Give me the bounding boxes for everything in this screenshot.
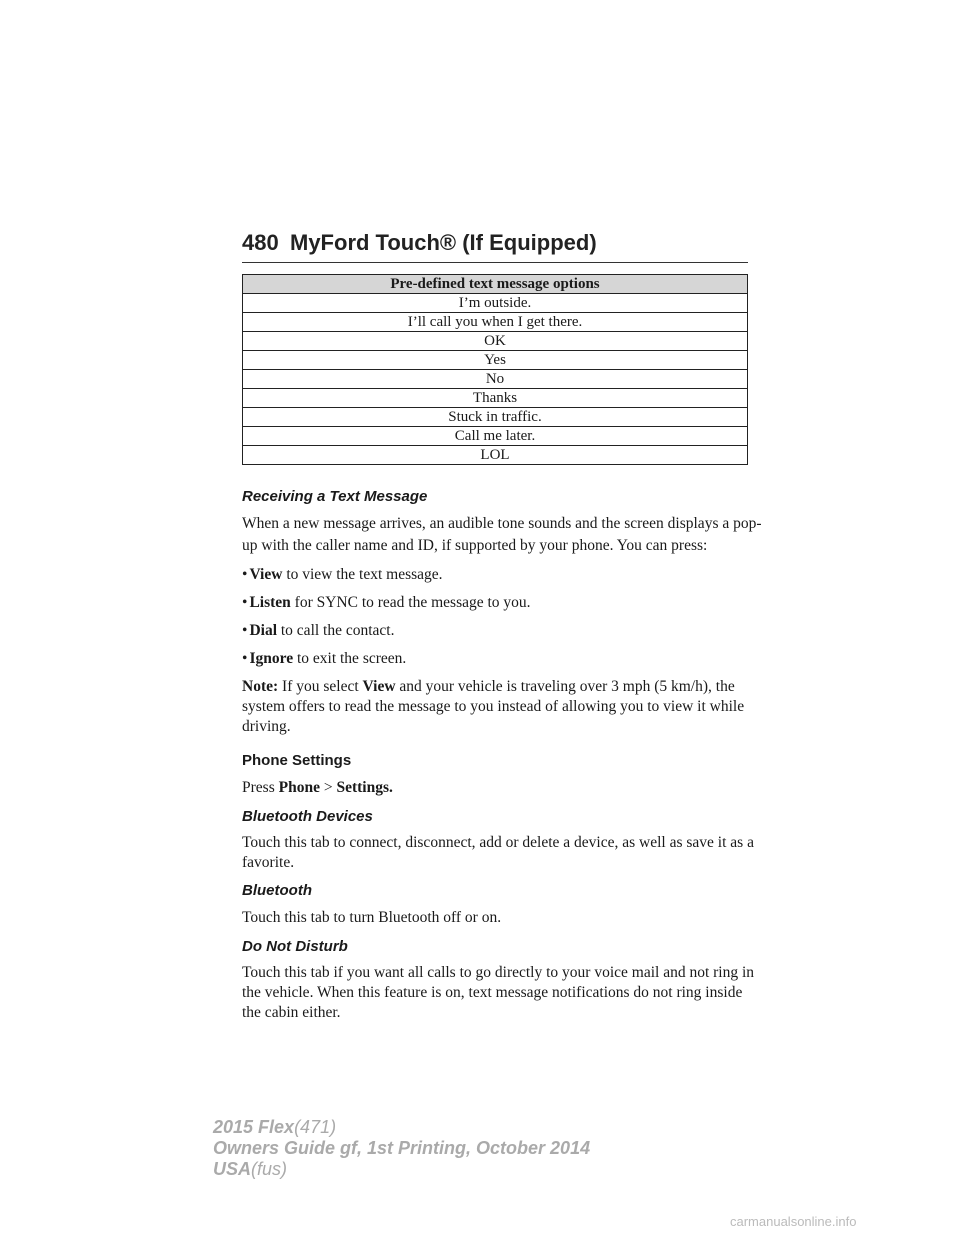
table-cell: OK [243, 332, 748, 351]
footer-model: 2015 Flex [213, 1117, 295, 1137]
table-cell: Thanks [243, 389, 748, 408]
list-item [242, 593, 762, 613]
table-row [243, 370, 748, 389]
path-separator: > [323, 779, 333, 796]
note-text: and your vehicle is traveling over 3 mph (5 km/h), the system offers to read the message to you instead of allowing you to view it while driving. [242, 678, 745, 735]
table-cell: I’ll call you when I get there. [243, 313, 748, 332]
note-text: If you select [282, 678, 359, 695]
bullet-icon: • [242, 594, 248, 611]
receiving-title: Receiving a Text Message [242, 488, 428, 505]
bullet-text: to call the contact. [280, 622, 395, 639]
bullet-icon: • [242, 650, 248, 667]
table-cell: LOL [243, 446, 748, 465]
note-term: View [362, 678, 396, 695]
phone-term: Phone [278, 779, 320, 796]
table-cell: No [243, 370, 748, 389]
bullet-term: Dial [249, 622, 277, 639]
bullet-term: Ignore [249, 650, 294, 667]
text-message-options-table [242, 274, 748, 465]
bullet-icon: • [242, 622, 248, 639]
bluetooth-text: Touch this tab to turn Bluetooth off or on. [242, 909, 502, 926]
bluetooth-devices-title: Bluetooth Devices [242, 808, 373, 825]
table-cell: Call me later. [243, 427, 748, 446]
page-header [242, 228, 748, 263]
settings-term: Settings. [336, 779, 393, 796]
table-row [243, 313, 748, 332]
do-not-disturb-text: Touch this tab if you want all calls to go directly to your voice mail and not ring in the vehicle. When this feature is on, text message notifications do not ring inside the cabin either. [242, 964, 755, 1021]
do-not-disturb-title: Do Not Disturb [242, 938, 348, 955]
bullet-text: to exit the screen. [296, 650, 407, 667]
bluetooth-title: Bluetooth [242, 882, 312, 899]
list-item [242, 649, 762, 669]
table-row [243, 351, 748, 370]
body-content [242, 487, 762, 1031]
table-cell: I’m outside. [243, 294, 748, 313]
table-row [243, 332, 748, 351]
table-header: Pre-defined text message options [243, 275, 748, 294]
receiving-intro: When a new message arrives, an audible tone sounds and the screen displays a pop-up with the caller name and ID, if supported by your phone. You can press: [242, 515, 762, 554]
footer-market: USA [213, 1159, 252, 1179]
table-row [243, 427, 748, 446]
table-cell: Yes [243, 351, 748, 370]
note-paragraph [242, 677, 762, 737]
footer-page-ref: (471) [294, 1117, 337, 1137]
table-row [243, 294, 748, 313]
table-row [243, 408, 748, 427]
section-title: MyFord Touch® (If Equipped) [290, 230, 597, 255]
phone-settings-path [242, 777, 762, 799]
bullet-text: to view the text message. [286, 566, 443, 583]
list-item [242, 565, 762, 585]
page-number: 480 [242, 230, 279, 255]
table-row [243, 389, 748, 408]
watermark: carmanualsonline.info [730, 1214, 857, 1229]
bullet-text: for SYNC to read the message to you. [294, 594, 531, 611]
bullet-term: View [249, 566, 283, 583]
page-footer [213, 1117, 590, 1180]
phone-settings-title: Phone Settings [242, 752, 352, 769]
press-text: Press [242, 779, 275, 796]
footer-printing: Owners Guide gf, 1st Printing, October 2014 [213, 1138, 591, 1158]
bullet-icon: • [242, 566, 248, 583]
table-row [243, 446, 748, 465]
footer-market-code: (fus) [251, 1159, 288, 1179]
table-cell: Stuck in traffic. [243, 408, 748, 427]
note-label: Note: [242, 678, 279, 695]
bullet-term: Listen [249, 594, 291, 611]
list-item [242, 621, 762, 641]
bluetooth-devices-text: Touch this tab to connect, disconnect, add or delete a device, as well as save it as a favorite. [242, 834, 754, 871]
